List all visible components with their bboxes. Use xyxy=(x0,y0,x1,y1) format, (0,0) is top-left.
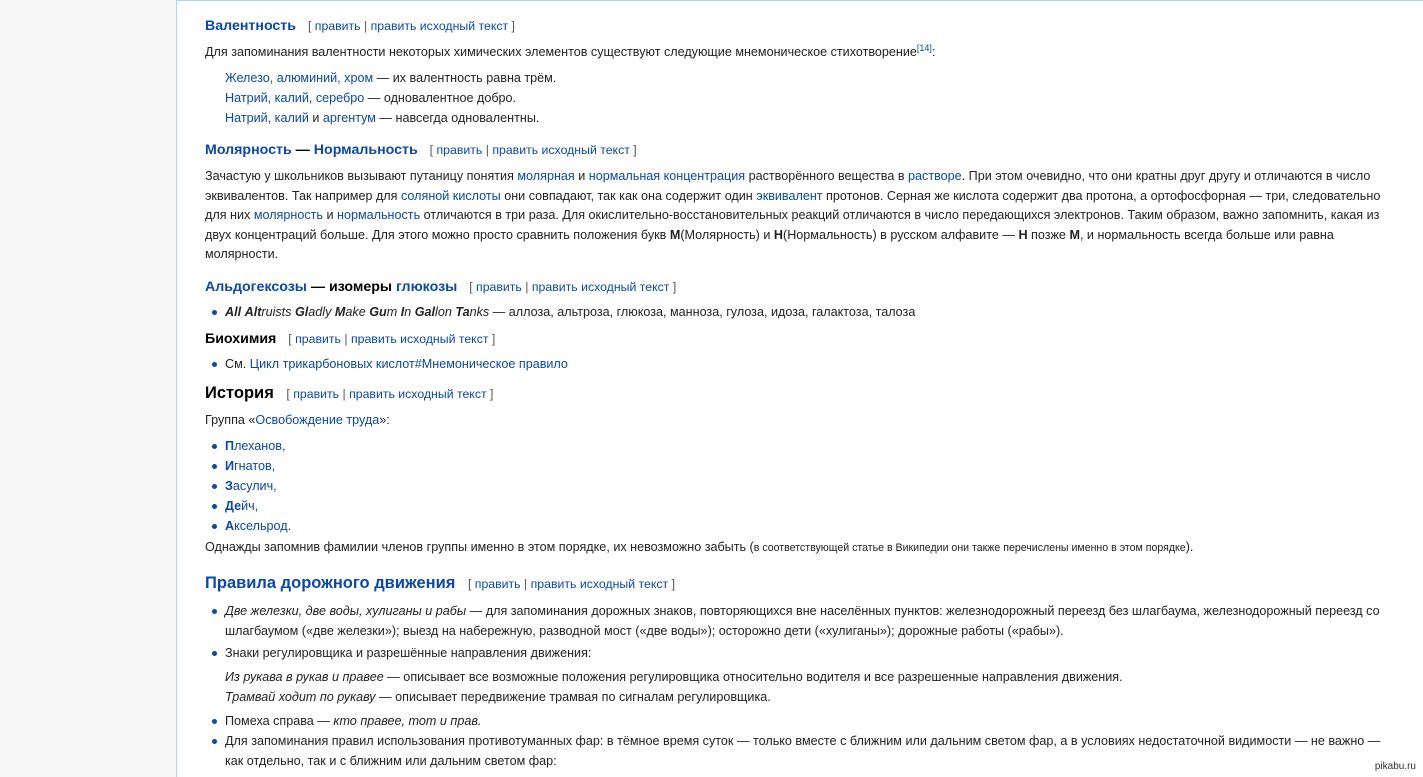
list-item xyxy=(225,436,1393,456)
section-heading xyxy=(205,330,1393,350)
inline-link[interactable]: молярность xyxy=(253,208,323,223)
list-item xyxy=(225,731,1393,771)
bold-letter: Де xyxy=(225,499,242,514)
list-item xyxy=(225,711,1393,731)
text: , и нормальность всегда больше или равна молярности. xyxy=(205,227,1334,262)
edit-separator: | xyxy=(363,19,368,33)
edit-section-links xyxy=(286,387,493,401)
bracket-open: [ xyxy=(429,143,434,158)
mnemonic-bold-fragment: Alt xyxy=(244,304,262,319)
text: . При этом очевидно, что они кратны друг другу и отличаются в число эквивалентов. Так например для xyxy=(205,169,1371,203)
text: (Нормальность) в русском алфавите — xyxy=(783,227,1019,242)
member-link[interactable] xyxy=(225,479,277,493)
poem-link[interactable]: Железо, алюминий, хром xyxy=(225,71,374,86)
text: протонов. Серная же кислота содержит два протона, а ортофосфорная — три, следовательно для них xyxy=(205,188,1381,223)
bullet-list xyxy=(205,302,1393,322)
text: йч, xyxy=(241,499,259,514)
reference-link[interactable]: [14] xyxy=(916,42,932,53)
mnemonic-bold-fragment: Ta xyxy=(455,304,470,319)
text: леханов, xyxy=(234,439,286,454)
list-item xyxy=(225,456,1393,476)
edit-separator: | xyxy=(344,331,348,346)
text: гнатов, xyxy=(234,459,276,474)
heading-link-aldohexoses[interactable]: Альдогексозы xyxy=(205,278,307,295)
list-item xyxy=(225,354,1393,374)
text: Знаки регулировщика и разрешённые направления движения: xyxy=(225,645,592,660)
bracket-close: ] xyxy=(671,576,675,591)
text: — описывает все возможные положения регулировщика относительно водителя и все разрешенные направления движения. xyxy=(383,669,1123,684)
paragraph xyxy=(205,167,1393,265)
text: : xyxy=(931,44,936,59)
bold-letter: П xyxy=(225,439,235,454)
sub-line xyxy=(225,687,1393,707)
heading-link-normality[interactable]: Нормальность xyxy=(313,142,418,159)
list-item xyxy=(225,643,1393,707)
bullet-list xyxy=(205,436,1393,536)
watermark: pikabu.ru xyxy=(1372,760,1419,773)
poem-line xyxy=(225,68,1393,88)
text: и xyxy=(322,208,338,223)
bracket-close: ] xyxy=(672,279,677,294)
mnemonic-bold-fragment: Gal xyxy=(414,304,436,319)
italic-text: Две железки, две воды, хулиганы и рабы xyxy=(225,603,467,618)
inline-link[interactable]: соляной кислоты xyxy=(400,188,501,203)
text: — аллоза, альтроза, глюкоза, манноза, гулоза, идоза, галактоза, талоза xyxy=(489,304,916,319)
edit-separator: | xyxy=(342,386,346,401)
section-molarity xyxy=(205,141,1393,264)
mnemonic-fragment: ake xyxy=(345,304,370,319)
mnemonic-bold-fragment: All xyxy=(225,304,242,319)
bold-letter: М xyxy=(669,227,681,242)
inline-link[interactable]: нормальная концентрация xyxy=(588,169,746,184)
mnemonic-fragment: ruists xyxy=(261,304,295,319)
section-valency xyxy=(205,17,1393,128)
edit-link[interactable]: править xyxy=(293,386,340,401)
section-aldohexoses xyxy=(205,278,1393,322)
italic-text: Трамвай ходит по рукаву xyxy=(225,689,376,704)
bracket-close: ] xyxy=(490,386,494,401)
section-heading xyxy=(205,382,1393,405)
edit-link[interactable]: править xyxy=(474,576,521,591)
text: Помеха справа — xyxy=(225,713,334,728)
italic-text: Из рукава в рукав и правее xyxy=(225,669,384,684)
edit-source-link[interactable]: править исходный текст xyxy=(349,386,487,401)
section-heading xyxy=(205,17,1393,37)
text: ). xyxy=(1185,540,1194,555)
inline-link[interactable]: Освобождение труда xyxy=(255,412,380,427)
heading-link-traffic[interactable]: Правила дорожного движения xyxy=(205,573,456,592)
section-biochem xyxy=(205,330,1393,374)
edit-section-links xyxy=(288,332,495,346)
text: Для запоминания правил использования противотуманных фар: в тёмное время суток — только вместе с ближним или дальним светом фар, а в условиях недостаточной видимости — не важно — как отдельно, так и с ближним или дальним светом фар: xyxy=(225,733,1381,768)
text: Группа « xyxy=(205,412,256,427)
bold-letter: М xyxy=(1069,227,1080,242)
edit-link[interactable]: править xyxy=(436,143,483,158)
bold-letter: Н xyxy=(773,227,783,242)
text: — их валентность равна трём. xyxy=(373,71,557,86)
bracket-open: [ xyxy=(288,331,292,346)
article-content xyxy=(176,0,1423,777)
text: отличаются в три раза. Для окислительно-восстановительных реакций отличаются в число передающихся электронов. Таким образом, важно запомнить, какая из двух концентраций больше. Для этого можно просто сравнить положения букв xyxy=(205,208,1380,242)
section-heading xyxy=(205,572,1393,595)
member-link[interactable] xyxy=(225,519,291,533)
inline-link[interactable]: эквивалент xyxy=(756,188,823,203)
member-link[interactable] xyxy=(225,459,275,473)
text: и xyxy=(574,169,589,184)
poem-line xyxy=(225,108,1393,128)
edit-source-link[interactable]: править исходный текст xyxy=(492,143,630,158)
poem-line xyxy=(225,88,1393,108)
bracket-close: ] xyxy=(633,143,637,158)
text: Зачастую у школьников вызывают путаницу понятия xyxy=(205,169,518,184)
bracket-close: ] xyxy=(491,331,496,346)
edit-link[interactable]: править xyxy=(314,19,361,33)
inline-link[interactable]: нормальность xyxy=(337,208,421,223)
bracket-open: [ xyxy=(307,19,312,33)
text: асулич, xyxy=(232,479,277,494)
edit-section-links xyxy=(468,577,675,591)
mnemonic-bold-fragment: I xyxy=(400,304,405,319)
heading-link-glucose[interactable]: глюкозы xyxy=(396,278,458,295)
inline-link[interactable]: Цикл трикарбоновых кислот#Мнемоническое правило xyxy=(249,356,568,371)
text: они совпадают, так как она содержит один xyxy=(500,188,757,203)
heading-valency: Валентность xyxy=(205,18,296,34)
list-item xyxy=(225,601,1393,641)
member-link[interactable] xyxy=(225,499,258,513)
poem xyxy=(225,68,1393,128)
text: ксельрод. xyxy=(234,519,292,534)
section-heading xyxy=(205,141,1393,161)
inline-link[interactable]: молярная xyxy=(517,169,575,184)
text: См. xyxy=(225,356,250,371)
bold-letter: З xyxy=(225,479,233,494)
section-history xyxy=(205,382,1393,558)
edit-source-link[interactable]: править исходный текст xyxy=(530,576,669,591)
bracket-open: [ xyxy=(469,279,473,294)
mnemonic-bold-fragment: Gu xyxy=(369,304,387,319)
edit-source-link[interactable]: править исходный текст xyxy=(370,19,509,33)
mnemonic-fragment: lon xyxy=(435,304,456,319)
text: растворённого вещества в xyxy=(745,169,909,184)
mnemonic-bold-fragment: Gl xyxy=(294,304,309,319)
bracket-open: [ xyxy=(467,576,472,591)
section-traffic xyxy=(205,572,1393,771)
bullet-list xyxy=(205,601,1393,771)
paragraph xyxy=(205,538,1393,558)
poem-link[interactable]: аргентум xyxy=(322,111,376,126)
heading-biochem: Биохимия xyxy=(205,330,277,347)
edit-section-links xyxy=(308,19,515,33)
text: и xyxy=(308,111,323,126)
edit-separator: | xyxy=(524,576,528,591)
member-link[interactable] xyxy=(225,439,285,453)
italic-text: кто правее, тот и прав. xyxy=(333,713,482,728)
text: »: xyxy=(379,412,390,427)
text: (Молярность) и xyxy=(680,227,774,242)
list-item xyxy=(225,496,1393,516)
text: — описывает передвижение трамвая по сигналам регулировщика. xyxy=(375,689,771,704)
list-item xyxy=(225,476,1393,496)
bracket-open: [ xyxy=(286,386,290,401)
small-text: в соответствующей статье в Википедии они также перечислены именно в этом порядке xyxy=(753,542,1186,555)
bold-letter: И xyxy=(225,459,235,474)
edit-section-links xyxy=(430,143,637,157)
mnemonic-fragment: nks xyxy=(469,304,490,319)
paragraph xyxy=(205,43,1393,63)
edit-source-link[interactable]: править исходный текст xyxy=(350,331,489,346)
bracket-close: ] xyxy=(511,19,515,33)
heading-history: История xyxy=(205,383,274,402)
mnemonic-bold-fragment: M xyxy=(334,304,346,319)
text: — навсегда одновалентны. xyxy=(375,111,540,126)
sub-block xyxy=(225,667,1393,707)
section-heading xyxy=(205,278,1393,298)
heading-link-molarity[interactable]: Молярность xyxy=(205,142,292,159)
text: — xyxy=(291,142,314,159)
sub-line xyxy=(225,667,1393,687)
text: — одновалентное добро. xyxy=(364,91,517,106)
mnemonic-fragment: adly xyxy=(308,304,335,319)
edit-section-links xyxy=(469,280,676,294)
text: Однажды запомнив фамилии членов группы именно в этом порядке, их невозможно забыть ( xyxy=(205,540,754,555)
text: — для запоминания дорожных знаков, повторяющихся вне населённых пунктов: железнодорожный переезд без шлагбаума, железнодорожный переезд со шлагбаумом («две железки»); выезд на набережную, разводной мост («две воды»); осторожно дети («хулиганы»); дорожные работы («рабы»). xyxy=(225,603,1380,638)
edit-link[interactable]: править xyxy=(295,331,341,346)
edit-source-link[interactable]: править исходный текст xyxy=(531,279,670,294)
bold-letter: Н xyxy=(1018,227,1028,242)
paragraph xyxy=(205,411,1393,431)
text: Для запоминания валентности некоторых химических элементов существуют следующие мнемоническое стихотворение xyxy=(205,44,917,59)
bold-letter: А xyxy=(225,519,235,534)
edit-link[interactable]: править xyxy=(476,279,522,294)
text: позже xyxy=(1027,227,1070,242)
list-item xyxy=(225,302,1393,322)
bullet-list xyxy=(205,354,1393,374)
mnemonic-fragment: m xyxy=(386,304,401,319)
text: — изомеры xyxy=(306,278,396,295)
mnemonic-fragment: n xyxy=(404,304,415,319)
edit-separator: | xyxy=(485,143,489,158)
list-item xyxy=(225,516,1393,536)
mnemonic-phrase xyxy=(225,305,489,319)
edit-separator: | xyxy=(525,279,529,294)
inline-link[interactable]: растворе xyxy=(908,169,962,184)
poem-link[interactable]: Натрий, калий, серебро xyxy=(225,91,365,106)
poem-link[interactable]: Натрий, калий xyxy=(225,111,309,126)
